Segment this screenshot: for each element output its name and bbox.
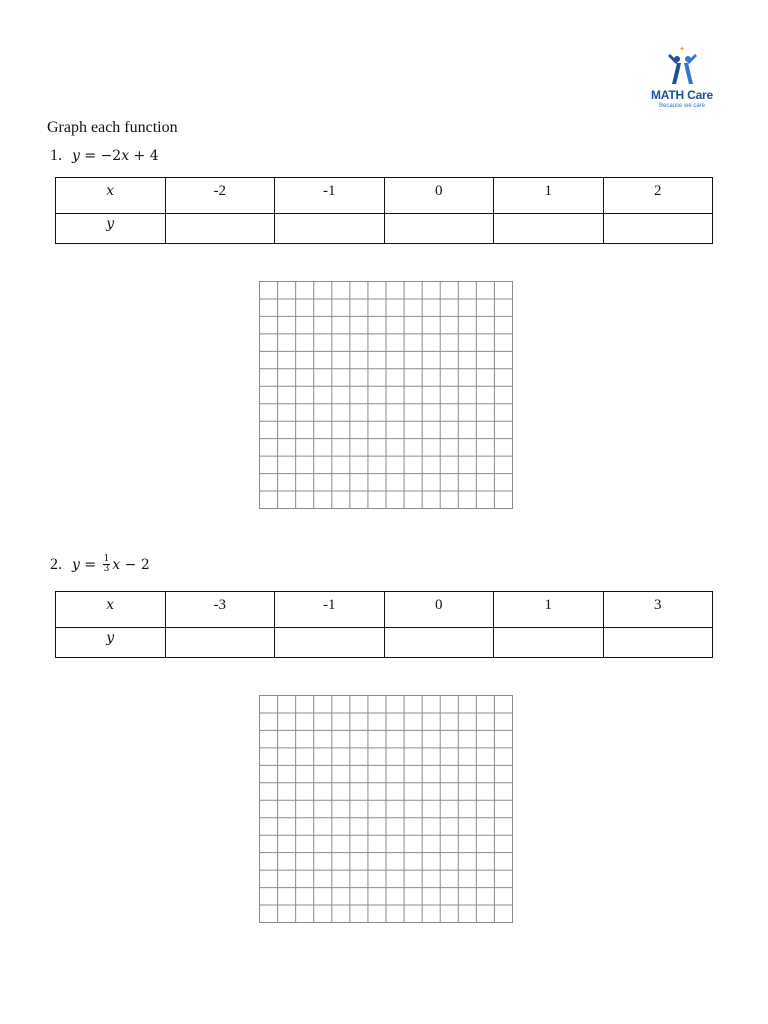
problem-2-heading (50, 555, 150, 574)
problem-1-graph-grid[interactable] (259, 281, 513, 509)
y-value-cell[interactable] (494, 214, 604, 244)
y-label: y (56, 214, 166, 244)
y-value-cell[interactable] (603, 628, 713, 658)
y-row (56, 214, 713, 244)
math-care-logo (646, 44, 718, 114)
x-value: -1 (275, 592, 385, 628)
y-value-cell[interactable] (275, 214, 385, 244)
problem-1-heading (50, 147, 159, 165)
fraction: $\frac{1}{3}$ (103, 554, 110, 574)
svg-text:✦: ✦ (679, 45, 685, 53)
x-value: 0 (384, 592, 494, 628)
problem-2-equation: y = $\frac{1}{3}$ x − 2 (72, 554, 150, 574)
y-value-cell[interactable] (275, 628, 385, 658)
x-value: 2 (603, 178, 713, 214)
y-value-cell[interactable] (384, 628, 494, 658)
y-row (56, 628, 713, 658)
x-row (56, 592, 713, 628)
problem-1-equation: y = −2x + 4 (72, 148, 159, 164)
x-value: -1 (275, 178, 385, 214)
y-label: y (56, 628, 166, 658)
x-value: -3 (165, 592, 275, 628)
x-row (56, 178, 713, 214)
x-label: x (56, 592, 166, 628)
problem-number: 2. (50, 555, 62, 573)
x-value: 0 (384, 178, 494, 214)
problem-2-value-table (55, 591, 713, 658)
x-value: -2 (165, 178, 275, 214)
y-value-cell[interactable] (494, 628, 604, 658)
y-value-cell[interactable] (603, 214, 713, 244)
y-value-cell[interactable] (165, 214, 275, 244)
instructions: Graph each function (47, 119, 178, 136)
problem-2-graph-grid[interactable] (259, 695, 513, 923)
x-value: 1 (494, 178, 604, 214)
x-label: x (56, 178, 166, 214)
problem-1-value-table (55, 177, 713, 244)
logo-tagline: Because we care (658, 103, 706, 109)
logo-figures-icon (646, 44, 718, 88)
logo-name: MATH Care (651, 88, 713, 102)
problem-number: 1. (50, 147, 62, 164)
x-value: 1 (494, 592, 604, 628)
y-value-cell[interactable] (384, 214, 494, 244)
y-value-cell[interactable] (165, 628, 275, 658)
x-value: 3 (603, 592, 713, 628)
